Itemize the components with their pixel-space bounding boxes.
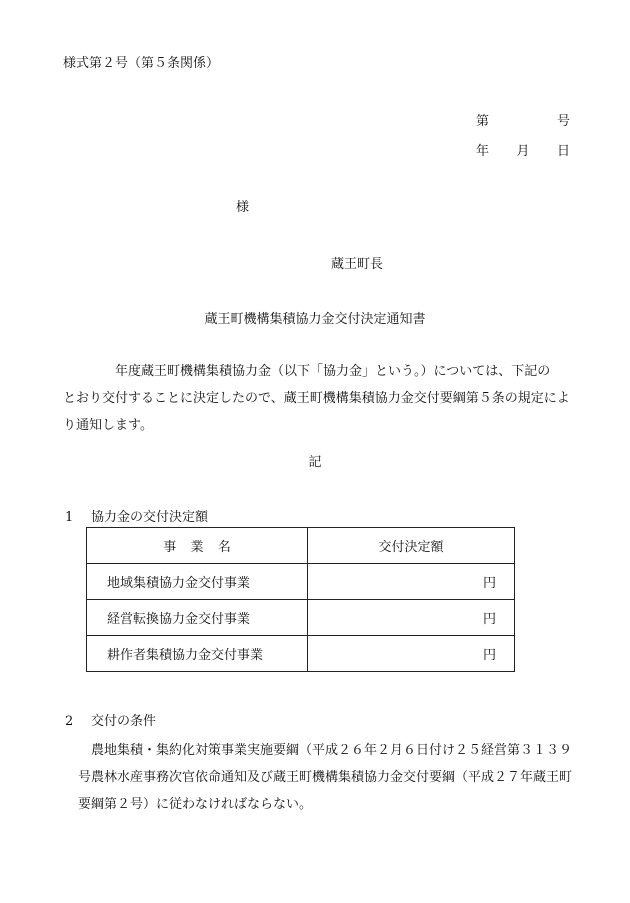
issue-number <box>476 110 570 129</box>
amount-cell: 円 <box>308 600 515 636</box>
body-text <box>63 358 583 439</box>
table-row <box>87 636 515 672</box>
section2-number: 2 <box>65 714 74 729</box>
issue-date-year: 年 <box>476 144 490 159</box>
amount-table <box>86 527 515 672</box>
issuer-name: 蔵王町長 <box>331 257 384 272</box>
body-line: り通知します。 <box>63 418 153 433</box>
addressee-suffix: 様 <box>236 200 250 215</box>
table-header-cell <box>87 528 308 564</box>
document-title: 蔵王町機構集積協力金交付決定通知書 <box>204 312 426 327</box>
header-project-name: 事業名 <box>163 540 246 555</box>
table-row <box>87 564 515 600</box>
body-line: 年度蔵王町機構集積協力金（以下「協力金」という。）については、下記の <box>63 364 551 379</box>
table-row <box>87 600 515 636</box>
conditions-text <box>78 737 583 818</box>
amount-cell: 円 <box>308 636 515 672</box>
conditions-line: 農地集積・集約化対策事業実施要綱（平成２６年２月６日付け２５経営第３１３９ <box>91 743 573 758</box>
table-header-cell: 交付決定額 <box>308 528 515 564</box>
issue-number-suffix: 号 <box>556 114 570 129</box>
issue-date <box>476 140 570 159</box>
ki-marker: 記 <box>308 455 322 470</box>
project-name-cell: 地域集積協力金交付事業 <box>87 564 308 600</box>
conditions-line: 要綱第２号）に従わなければならない。 <box>78 797 313 812</box>
issue-date-month: 月 <box>516 144 530 159</box>
project-name-cell: 経営転換協力金交付事業 <box>87 600 308 636</box>
section1-title: 協力金の交付決定額 <box>91 510 209 525</box>
section1-number: 1 <box>65 510 74 525</box>
section2-title: 交付の条件 <box>91 714 157 729</box>
conditions-line: 号農林水産事務次官依命通知及び蔵王町機構集積協力金交付要綱（平成２７年蔵王町 <box>78 770 573 785</box>
table-header-row <box>87 528 515 564</box>
body-line: とおり交付することに決定したので、蔵王町機構集積協力金交付要綱第５条の規定によ <box>63 391 570 406</box>
section1-heading <box>65 506 208 525</box>
issue-number-prefix: 第 <box>476 114 490 129</box>
section2-heading <box>65 710 156 729</box>
issue-date-day: 日 <box>556 144 570 159</box>
amount-cell: 円 <box>308 564 515 600</box>
form-label: 様式第２号（第５条関係） <box>63 56 220 71</box>
project-name-cell: 耕作者集積協力金交付事業 <box>87 636 308 672</box>
